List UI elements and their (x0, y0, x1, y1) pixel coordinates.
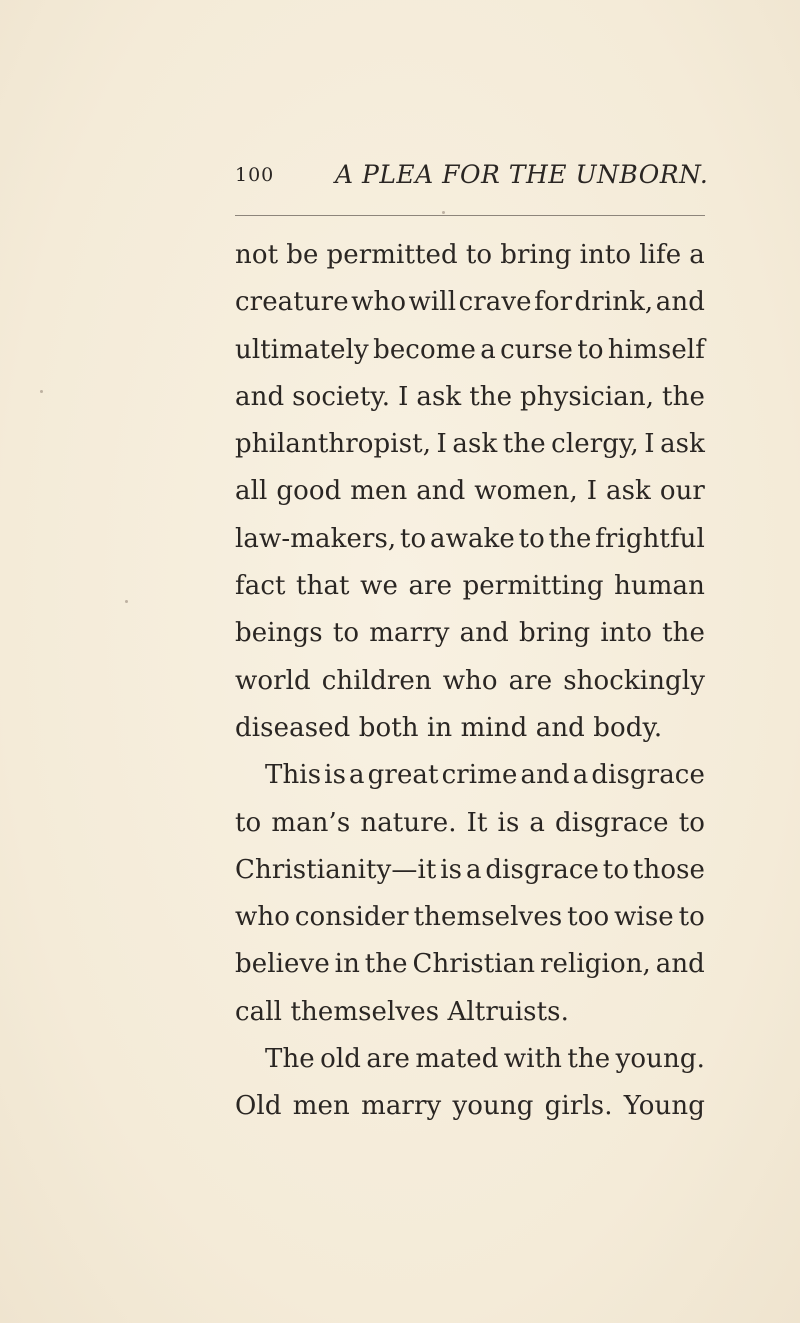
text-line: world children who are shockingly (235, 665, 705, 696)
page-header (235, 160, 709, 200)
text-line: creature who will crave for drink, and (235, 287, 705, 318)
text-line: believe in the Christian religion, and (235, 949, 705, 980)
paper-speck (442, 211, 445, 214)
header-rule (235, 215, 705, 216)
text-line: all good men and women, I ask our (235, 476, 705, 507)
text-line: This is a great crime and a disgrace (265, 760, 705, 791)
text-line: not be permitted to bring into life a (235, 240, 705, 270)
text-line: Christianity—it is a disgrace to those (235, 854, 705, 885)
paper-speck (40, 390, 43, 393)
text-line: law-makers, to awake to the frightful (235, 523, 705, 554)
text-line: beings to marry and bring into the (235, 618, 705, 649)
text-line: to man’s nature. It is a disgrace to (235, 807, 705, 838)
running-title: A PLEA FOR THE UNBORN. (335, 160, 709, 189)
text-line: call themselves Altruists. (235, 996, 569, 1027)
text-line: The old are mated with the young. (265, 1044, 705, 1075)
text-line: philanthropist, I ask the clergy, I ask (235, 429, 705, 460)
text-line: fact that we are permitting human (235, 571, 705, 602)
paper-speck (125, 600, 128, 603)
text-line: and society. I ask the physician, the (235, 381, 705, 412)
text-line: who consider themselves too wise to (235, 902, 705, 933)
text-line: diseased both in mind and body. (235, 712, 663, 743)
page-number: 100 (235, 164, 275, 186)
body-text (235, 232, 705, 1131)
text-line: ultimately become a curse to himself (235, 334, 705, 365)
text-line: Old men marry young girls. Young (235, 1091, 705, 1122)
